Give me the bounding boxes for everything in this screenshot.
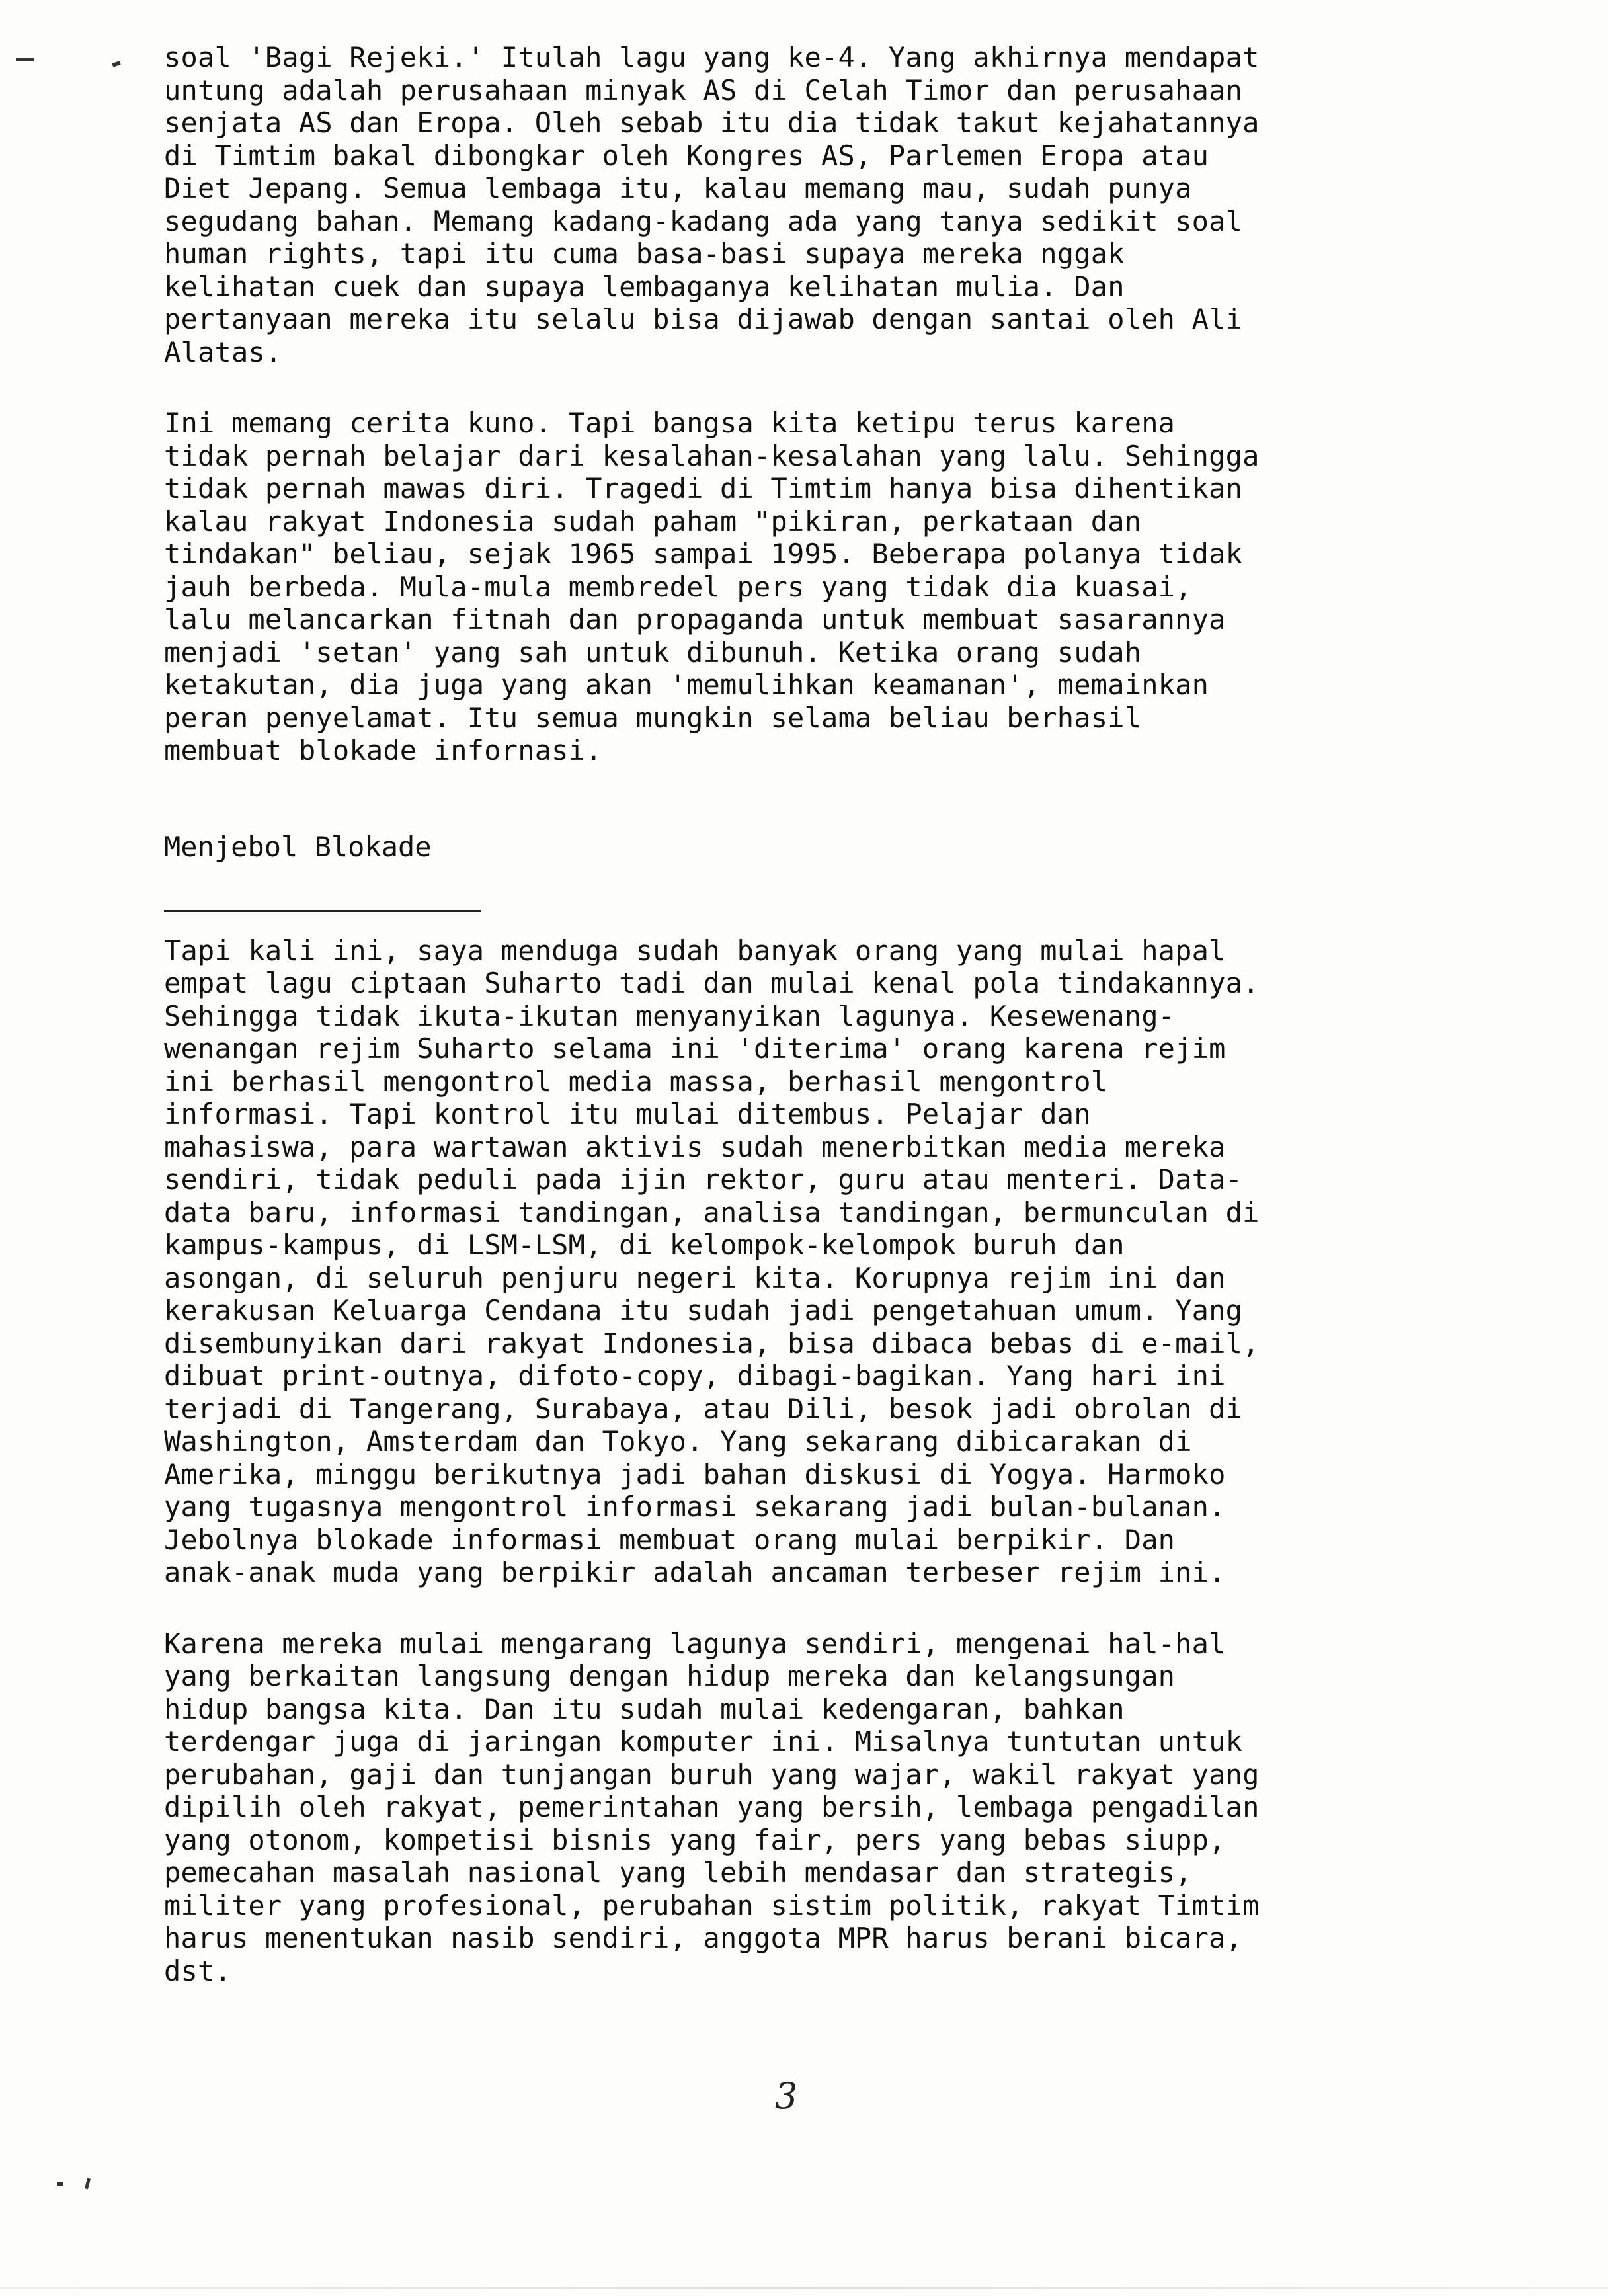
text-line: asongan, di seluruh penjuru negeri kita. Korupnya rejim ini dan [164, 1261, 1226, 1294]
text-line: yang tugasnya mengontrol informasi sekarang jadi bulan-bulanan. [164, 1491, 1226, 1523]
text-line: kampus-kampus, di LSM-LSM, di kelompok-kelompok buruh dan [164, 1229, 1125, 1261]
text-line: jauh berbeda. Mula-mula membredel pers yang tidak dia kuasai, [164, 570, 1192, 603]
text-line: terjadi di Tangerang, Surabaya, atau Dili, besok jadi obrolan di [164, 1392, 1243, 1425]
margin-mark [57, 2182, 63, 2186]
text-line: human rights, tapi itu cuma basa-basi supaya mereka nggak [164, 237, 1125, 270]
margin-mark [85, 2178, 91, 2190]
text-line: perubahan, gaji dan tunjangan buruh yang wajar, wakil rakyat yang [164, 1758, 1260, 1791]
text-line: senjata AS dan Eropa. Oleh sebab itu dia tidak takut kejahatannya [164, 106, 1260, 139]
section-heading: Menjebol Blokade [164, 830, 432, 863]
text-line: dipilih oleh rakyat, pemerintahan yang bersih, lembaga pengadilan [164, 1791, 1260, 1823]
text-line: dst. [164, 1954, 231, 1987]
text-line: peran penyelamat. Itu semua mungkin selama beliau berhasil [164, 701, 1142, 734]
text-line: Jebolnya blokade informasi membuat orang mulai berpikir. Dan [164, 1523, 1176, 1556]
scan-edge [0, 2287, 1608, 2289]
page-number: 3 [775, 2075, 798, 2117]
text-line: segudang bahan. Memang kadang-kadang ada yang tanya sedikit soal [164, 204, 1243, 237]
paragraph-1 [164, 41, 1486, 368]
text-line: sendiri, tidak peduli pada ijin rektor, guru atau menteri. Data- [164, 1163, 1243, 1196]
text-line: tidak pernah mawas diri. Tragedi di Timtim hanya bisa dihentikan [164, 472, 1243, 505]
text-line: ketakutan, dia juga yang akan 'memulihkan keamanan', memainkan [164, 669, 1209, 701]
text-line: empat lagu ciptaan Suharto tadi dan mulai kenal pola tindakannya. [164, 967, 1260, 999]
text-line: pemecahan masalah nasional yang lebih mendasar dan strategis, [164, 1856, 1192, 1889]
text-line: disembunyikan dari rakyat Indonesia, bisa dibaca bebas di e-mail, [164, 1327, 1260, 1360]
text-line: Amerika, minggu berikutnya jadi bahan diskusi di Yogya. Harmoko [164, 1457, 1226, 1491]
text-line: untung adalah perusahaan minyak AS di Celah Timor dan perusahaan [164, 73, 1243, 106]
text-line: harus menentukan nasib sendiri, anggota MPR harus berani bicara, [164, 1922, 1243, 1954]
text-line: mahasiswa, para wartawan aktivis sudah menerbitkan media mereka [164, 1130, 1226, 1163]
text-line: membuat blokade infornasi. [164, 734, 602, 766]
text-line: kerakusan Keluarga Cendana itu sudah jadi pengetahuan umum. Yang [164, 1294, 1243, 1327]
document-body [164, 41, 1486, 1987]
paragraph-4 [164, 1627, 1486, 1988]
text-line: wenangan rejim Suharto selama ini 'diterima' orang karena rejim [164, 1032, 1226, 1065]
text-line: Tapi kali ini, saya menduga sudah banyak orang yang mulai hapal [164, 934, 1226, 967]
text-line: pertanyaan mereka itu selalu bisa dijawab dengan santai oleh Ali [164, 303, 1243, 335]
text-line: hidup bangsa kita. Dan itu sudah mulai kedengaran, bahkan [164, 1692, 1125, 1725]
text-line: anak-anak muda yang berpikir adalah ancaman terbeser rejim ini. [164, 1556, 1226, 1588]
text-line: terdengar juga di jaringan komputer ini. Misalnya tuntutan untuk [164, 1725, 1243, 1758]
paragraph-gap [164, 368, 1486, 407]
text-line: Karena mereka mulai mengarang lagunya sendiri, mengenai hal-hal [164, 1627, 1226, 1660]
text-line: tidak pernah belajar dari kesalahan-kesalahan yang lalu. Sehingga [164, 439, 1260, 472]
text-line: menjadi 'setan' yang sah untuk dibunuh. Ketika orang sudah [164, 636, 1142, 669]
text-line: yang berkaitan langsung dengan hidup mereka dan kelangsungan [164, 1660, 1176, 1692]
text-line: Sehingga tidak ikuta-ikutan menyanyikan lagunya. Kesewenang- [164, 999, 1176, 1032]
text-line: Ini memang cerita kuno. Tapi bangsa kita ketipu terus karena [164, 407, 1176, 439]
text-line: soal 'Bagi Rejeki.' Itulah lagu yang ke-4. Yang akhirnya mendapat [164, 41, 1260, 73]
heading-underline [164, 910, 481, 912]
text-line: lalu melancarkan fitnah dan propaganda untuk membuat sasarannya [164, 603, 1226, 636]
margin-mark [112, 61, 120, 67]
text-line: militer yang profesional, perubahan sistim politik, rakyat Timtim [164, 1889, 1260, 1922]
text-line: data baru, informasi tandingan, analisa tandingan, bermunculan di [164, 1196, 1260, 1229]
text-line: informasi. Tapi kontrol itu mulai ditembus. Pelajar dan [164, 1098, 1091, 1130]
text-line: yang otonom, kompetisi bisnis yang fair, pers yang bebas siupp, [164, 1823, 1226, 1856]
paragraph-2 [164, 407, 1486, 767]
text-line: tindakan" beliau, sejak 1965 sampai 1995. Beberapa polanya tidak [164, 538, 1243, 570]
text-line: di Timtim bakal dibongkar oleh Kongres AS, Parlemen Eropa atau [164, 139, 1209, 172]
text-line: Diet Jepang. Semua lembaga itu, kalau memang mau, sudah punya [164, 172, 1192, 204]
text-line: kalau rakyat Indonesia sudah paham "pikiran, perkataan dan [164, 505, 1142, 538]
text-line: dibuat print-outnya, difoto-copy, dibagi-bagikan. Yang hari ini [164, 1360, 1226, 1392]
paragraph-3 [164, 934, 1486, 1589]
text-line: Alatas. [164, 335, 282, 368]
text-line: ini berhasil mengontrol media massa, berhasil mengontrol [164, 1065, 1108, 1098]
paragraph-gap [164, 1589, 1486, 1627]
text-line: kelihatan cuek dan supaya lembaganya kelihatan mulia. Dan [164, 270, 1125, 303]
margin-mark [16, 58, 34, 62]
text-line: Washington, Amsterdam dan Tokyo. Yang sekarang dibicarakan di [164, 1425, 1192, 1457]
